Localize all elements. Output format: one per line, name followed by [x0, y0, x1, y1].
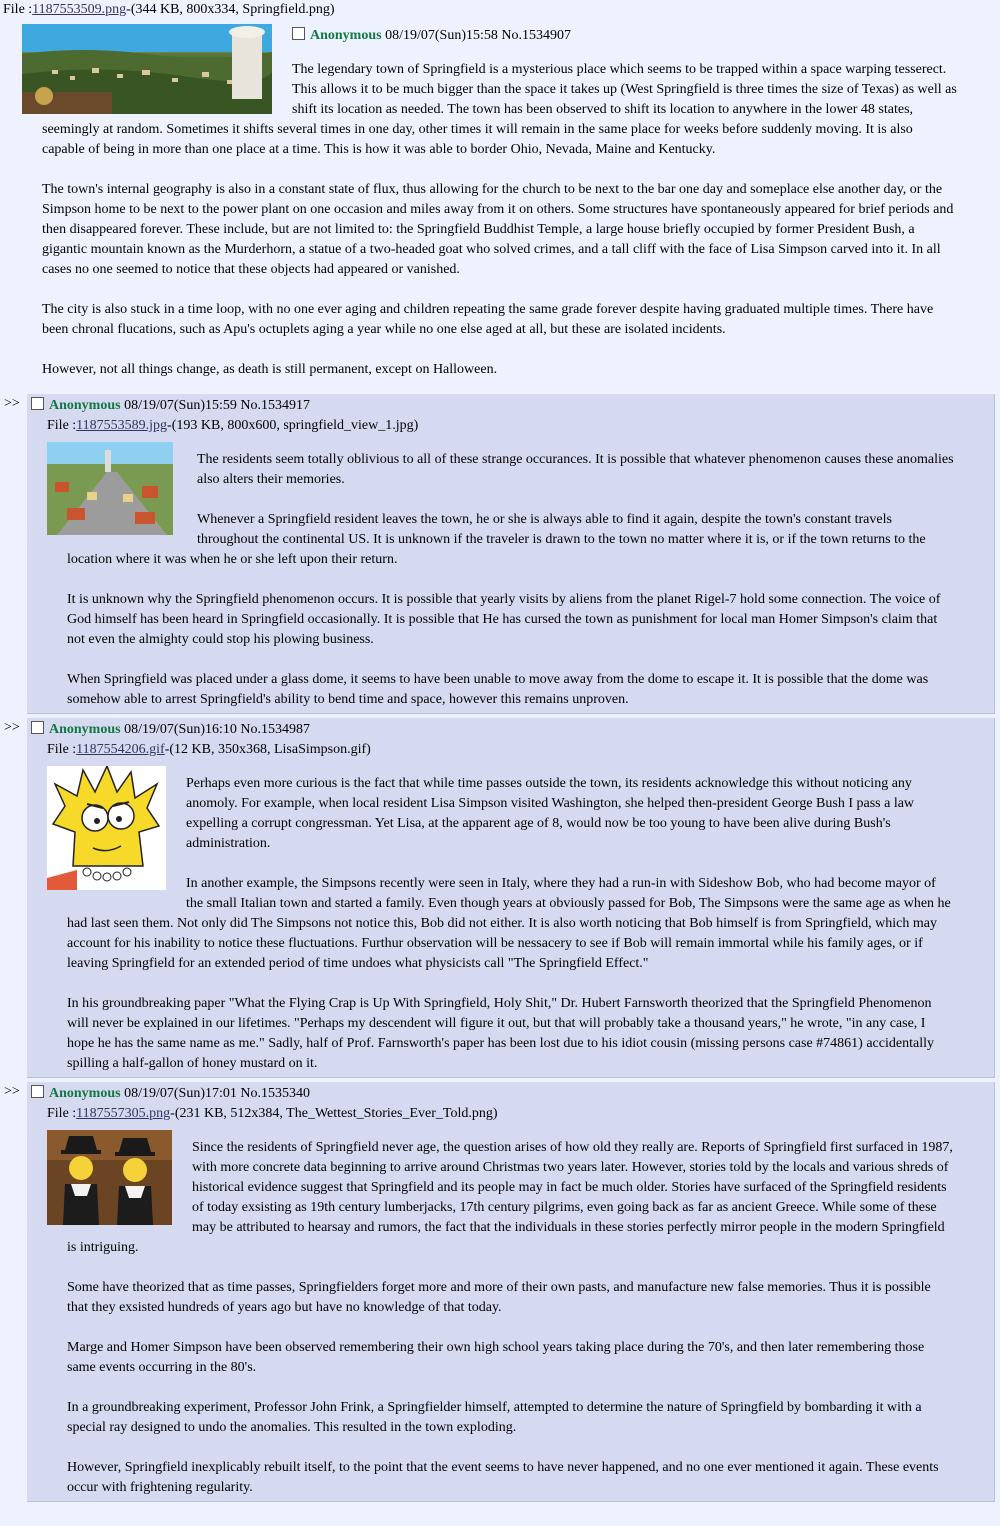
lisa-simpson-icon [47, 766, 166, 890]
reply-header [27, 396, 994, 416]
post-date: 08/19/07(Sun)15:59 [124, 398, 237, 413]
op-post [0, 0, 1000, 384]
reply-paragraph: However, Springfield inexplicably rebuilt itself, to the point that the event seems to have never happened, and no one ever mentioned it again. These events occur with frightening regularity. [67, 1460, 939, 1495]
reply-file-info [27, 1104, 994, 1124]
reply-container [0, 718, 1000, 1078]
reply-paragraph: In another example, the Simpsons recently were seen in Italy, where they had a run-in with Sideshow Bob, who had become mayor of the small Italian town and started a family. Even though years at obviously passed for Bob, The Simpsons were the same age as when he had last seen them. Not only did The Simpsons not notice this, Bob did not either. It is also worth noticing that Bob himself is from Springfield, which may account for his inability to notice these fluctuations. Furthur observation will be nessacery to see if Bob will remain immortal while his family ages, or if leaving Springfield for an extended period of time undoes what physicists call "The Springfield Effect." [67, 876, 951, 971]
poster-name: Anonymous [49, 398, 121, 413]
post-number[interactable]: No.1534917 [240, 398, 310, 413]
file-meta: -(344 KB, 800x334, Springfield.png) [126, 2, 335, 17]
reply-post [27, 1082, 995, 1502]
poster-name: Anonymous [310, 28, 382, 43]
file-meta: -(231 KB, 512x384, The_Wettest_Stories_Ever_Told.png) [170, 1106, 498, 1121]
reply-thumbnail-lisa[interactable] [47, 766, 166, 890]
city-view-icon [47, 442, 173, 535]
reply-message [67, 1138, 954, 1498]
post-number[interactable]: No.1535340 [240, 1086, 310, 1101]
reply-message [67, 774, 954, 1074]
file-meta: -(193 KB, 800x600, springfield_view_1.jpg) [167, 418, 419, 433]
reply-thumbnail-springfield-view[interactable] [47, 442, 173, 535]
reply-paragraph: The residents seem totally oblivious to all of these strange occurances. It is possible that whatever phenomenon causes these anomalies also alters their memories. [197, 452, 954, 487]
op-thumbnail-springfield[interactable] [22, 24, 272, 114]
reply-post [27, 394, 995, 714]
file-prefix: File : [3, 2, 33, 17]
reply-paragraph: Whenever a Springfield resident leaves the town, he or she is always able to find it again, despite the town's constant travels throughout the continental US. It is unknown if the traveler is drawn to the town no matter where it is, or if the town returns to the location where it was when he or she left upon their return. [67, 512, 926, 567]
reply-arrows: >> [4, 1084, 20, 1099]
reply-file-link[interactable]: 1187557305.png [76, 1106, 171, 1121]
reply-thumbnail-pilgrims[interactable] [47, 1130, 172, 1225]
reply-header [27, 720, 994, 740]
op-paragraph: The city is also stuck in a time loop, with no one ever aging and children repeating the same grade forever despite having graduated multiple times. There have been chronal flucations, such as Apu's octuplets aging a year while no one else aged at all, but these are isolated incidents. [42, 302, 934, 337]
post-number[interactable]: No.1534987 [240, 722, 310, 737]
post-date: 08/19/07(Sun)15:58 [385, 28, 498, 43]
file-prefix: File : [47, 742, 77, 757]
reply-select-checkbox[interactable] [31, 1085, 44, 1098]
reply-paragraph: It is unknown why the Springfield phenomenon occurs. It is possible that yearly visits by aliens from the planet Rigel-7 hold some connection. The voice of God himself has been heard in Springfield occasionally. It is possible that He has cursed the town as punishment for local man Homer Simpson's claim that not even the almighty could stop his plowing business. [67, 592, 941, 647]
reply-post [27, 718, 995, 1078]
post-number[interactable]: No.1534907 [501, 28, 571, 43]
post-date: 08/19/07(Sun)17:01 [124, 1086, 237, 1101]
op-file-link[interactable]: 1187553509.png [32, 2, 127, 17]
op-paragraph: The legendary town of Springfield is a mysterious place which seems to be trapped within a space warping tesserect. This allows it to be much bigger than the space it takes up (West Springfield is three times the size of Texas) as well as shift its location as needed. The town has been observed to shift its location to anywhere in the lower 48 states, seemingly at random. Sometimes it shifts several times in one day, other times it will remain in the same place for weeks before suddenly moving. It is also capable of being in more than one place at a time. This is how it was able to border Ohio, Nevada, Maine and Kentucky. [42, 62, 957, 157]
reply-container [0, 394, 1000, 714]
reply-paragraph: Marge and Homer Simpson have been observed remembering their own high school years taking place during the 70's, and then later remembering those same events occurring in the 80's. [67, 1340, 925, 1375]
pilgrims-icon [47, 1130, 172, 1225]
reply-select-checkbox[interactable] [31, 397, 44, 410]
file-prefix: File : [47, 418, 77, 433]
file-prefix: File : [47, 1106, 77, 1121]
reply-file-link[interactable]: 1187554206.gif [76, 742, 165, 757]
file-meta: -(12 KB, 350x368, LisaSimpson.gif) [164, 742, 371, 757]
reply-paragraph: Perhaps even more curious is the fact that while time passes outside the town, its residents acknowledge this without noticing any anomoly. For example, when local resident Lisa Simpson visited Washington, she helped then-president George Bush I pass a law expelling a corrupt congressman. Yet Lisa, at the apparent age of 8, would now be too young to have been alive during Bush's administration. [186, 776, 915, 851]
reply-paragraph: Some have theorized that as time passes, Springfielders forget more and more of their own pasts, and manufacture new false memories. Thus it is possible that they exsisted hundreds of years ago but have no knowledge of that today. [67, 1280, 931, 1315]
op-paragraph: However, not all things change, as death is still permanent, except on Halloween. [42, 362, 498, 377]
reply-arrows: >> [4, 720, 20, 735]
reply-file-info [27, 740, 994, 760]
reply-arrows: >> [4, 396, 20, 411]
reply-paragraph: In a groundbreaking experiment, Professor John Frink, a Springfielder himself, attempted to determine the nature of Springfield by bombarding it with a special ray designed to undo the anomalies. This resulted in the town exploding. [67, 1400, 922, 1435]
op-paragraph: The town's internal geography is also in a constant state of flux, thus allowing for the church to be next to the bar one day and someplace else another day, or the Simpson home to be next to the power plant on one occasion and miles away from it on others. Some structures have spontaneously appeared for brief periods and then disappeared forever. These include, but are not limited to: the Springfield Buddhist Temple, a large house briefly occupied by former President Bush, a gigantic mountain known as the Murderhorn, a statue of a two-headed goat who solved crimes, and a tall cliff with the face of Lisa Simpson carved into it. In all cases no one seemed to notice that these objects had appeared or vanished. [42, 182, 954, 277]
poster-name: Anonymous [49, 722, 121, 737]
poster-name: Anonymous [49, 1086, 121, 1101]
reply-message [67, 450, 954, 710]
springfield-panorama-icon [22, 24, 272, 114]
reply-paragraph: In his groundbreaking paper "What the Flying Crap is Up With Springfield, Holy Shit," Dr. Hubert Farnsworth theorized that the Springfield Phenomenon will never be explained in our lifetimes. "Perhaps my descendent will figure it out, but that will probably take a thousand years," he wrote, "in any case, I hope he has the same name as me." Sadly, half of Prof. Farnsworth's paper has been lost due to his idiot cousin (missing persons case #74861) accidentally spilling a half-gallon of honey mustard on it. [67, 996, 934, 1071]
reply-paragraph: Since the residents of Springfield never age, the question arises of how old they really are. Reports of Springfield first surfaced in 1987, with more concrete data beginning to arrive around Christmas two years later. However, stories told by the locals and various shreds of historical evidence suggest that Springfield and its people may in fact be much older. Stories have surfaced of the Springfield residents of today exsisting as 19th century lumberjacks, 17th century pilgrims, even going back as far as ancient Greece. While some of these may be attributed to hearsay and rumors, the fact that the individuals in these stories perfectly mirror people in the modern Springfield is intriguing. [67, 1140, 953, 1255]
post-date: 08/19/07(Sun)16:10 [124, 722, 237, 737]
op-select-checkbox[interactable] [292, 27, 305, 40]
op-file-info [0, 0, 1000, 20]
reply-file-link[interactable]: 1187553589.jpg [76, 418, 168, 433]
reply-select-checkbox[interactable] [31, 721, 44, 734]
reply-header [27, 1084, 994, 1104]
reply-container [0, 1082, 1000, 1502]
reply-file-info [27, 416, 994, 436]
reply-paragraph: When Springfield was placed under a glass dome, it seems to have been unable to move away from the dome to escape it. It is possible that the dome was somehow able to arrest Springfield's ability to bend time and space, however this remains unproven. [67, 672, 929, 707]
